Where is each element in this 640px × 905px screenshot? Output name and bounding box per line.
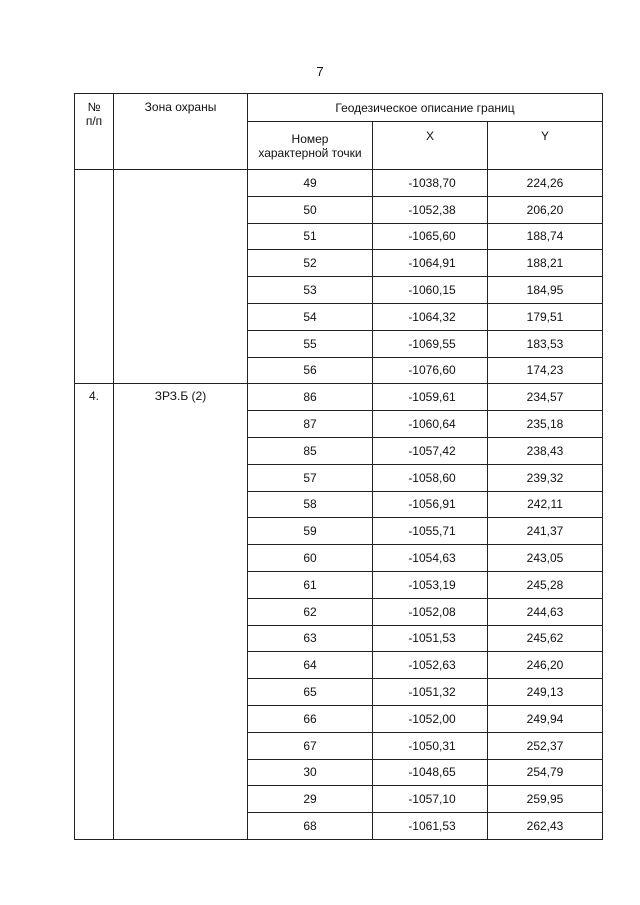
point-cell: 53 — [248, 277, 373, 304]
y-cell: 241,37 — [488, 518, 603, 545]
x-cell: -1052,38 — [373, 196, 488, 223]
point-cell: 87 — [248, 411, 373, 438]
y-cell: 246,20 — [488, 652, 603, 679]
y-cell: 174,23 — [488, 357, 603, 384]
header-x: X — [373, 122, 488, 170]
y-cell: 245,62 — [488, 625, 603, 652]
x-cell: -1052,08 — [373, 598, 488, 625]
point-cell: 63 — [248, 625, 373, 652]
y-cell: 242,11 — [488, 491, 603, 518]
point-cell: 52 — [248, 250, 373, 277]
y-cell: 243,05 — [488, 545, 603, 572]
x-cell: -1055,71 — [373, 518, 488, 545]
header-num: № п/п — [75, 94, 114, 170]
x-cell: -1057,10 — [373, 786, 488, 813]
x-cell: -1050,31 — [373, 732, 488, 759]
y-cell: 249,94 — [488, 705, 603, 732]
y-cell: 244,63 — [488, 598, 603, 625]
point-cell: 86 — [248, 384, 373, 411]
y-cell: 254,79 — [488, 759, 603, 786]
y-cell: 179,51 — [488, 303, 603, 330]
table-row — [75, 384, 603, 411]
x-cell: -1056,91 — [373, 491, 488, 518]
y-cell: 188,74 — [488, 223, 603, 250]
x-cell: -1058,60 — [373, 464, 488, 491]
y-cell: 224,26 — [488, 170, 603, 197]
group-zone-cell: ЗРЗ.Б (2) — [114, 384, 248, 840]
group-num-cell — [75, 170, 114, 384]
point-cell: 49 — [248, 170, 373, 197]
x-cell: -1060,15 — [373, 277, 488, 304]
header-y: Y — [488, 122, 603, 170]
point-cell: 30 — [248, 759, 373, 786]
header-point: Номер характерной точки — [248, 122, 373, 170]
point-cell: 65 — [248, 679, 373, 706]
x-cell: -1052,63 — [373, 652, 488, 679]
x-cell: -1054,63 — [373, 545, 488, 572]
x-cell: -1065,60 — [373, 223, 488, 250]
x-cell: -1052,00 — [373, 705, 488, 732]
y-cell: 259,95 — [488, 786, 603, 813]
y-cell: 239,32 — [488, 464, 603, 491]
y-cell: 252,37 — [488, 732, 603, 759]
point-cell: 68 — [248, 813, 373, 840]
point-cell: 50 — [248, 196, 373, 223]
y-cell: 184,95 — [488, 277, 603, 304]
point-cell: 60 — [248, 545, 373, 572]
y-cell: 238,43 — [488, 437, 603, 464]
point-cell: 54 — [248, 303, 373, 330]
y-cell: 188,21 — [488, 250, 603, 277]
x-cell: -1053,19 — [373, 571, 488, 598]
x-cell: -1059,61 — [373, 384, 488, 411]
x-cell: -1038,70 — [373, 170, 488, 197]
x-cell: -1051,53 — [373, 625, 488, 652]
point-cell: 66 — [248, 705, 373, 732]
x-cell: -1064,32 — [373, 303, 488, 330]
y-cell: 183,53 — [488, 330, 603, 357]
x-cell: -1051,32 — [373, 679, 488, 706]
point-cell: 67 — [248, 732, 373, 759]
y-cell: 245,28 — [488, 571, 603, 598]
y-cell: 235,18 — [488, 411, 603, 438]
group-num-cell: 4. — [75, 384, 114, 840]
geodetic-table — [74, 93, 603, 840]
x-cell: -1064,91 — [373, 250, 488, 277]
x-cell: -1061,53 — [373, 813, 488, 840]
point-cell: 51 — [248, 223, 373, 250]
point-cell: 62 — [248, 598, 373, 625]
x-cell: -1069,55 — [373, 330, 488, 357]
point-cell: 61 — [248, 571, 373, 598]
point-cell: 58 — [248, 491, 373, 518]
point-cell: 64 — [248, 652, 373, 679]
point-cell: 56 — [248, 357, 373, 384]
point-cell: 29 — [248, 786, 373, 813]
point-cell: 85 — [248, 437, 373, 464]
y-cell: 262,43 — [488, 813, 603, 840]
point-cell: 59 — [248, 518, 373, 545]
y-cell: 249,13 — [488, 679, 603, 706]
y-cell: 206,20 — [488, 196, 603, 223]
page-number: 7 — [316, 64, 324, 79]
group-zone-cell — [114, 170, 248, 384]
point-cell: 55 — [248, 330, 373, 357]
header-geodetic: Геодезическое описание границ — [248, 94, 603, 122]
x-cell: -1048,65 — [373, 759, 488, 786]
x-cell: -1076,60 — [373, 357, 488, 384]
x-cell: -1057,42 — [373, 437, 488, 464]
header-zone: Зона охраны — [114, 94, 248, 170]
y-cell: 234,57 — [488, 384, 603, 411]
x-cell: -1060,64 — [373, 411, 488, 438]
point-cell: 57 — [248, 464, 373, 491]
table-row — [75, 170, 603, 197]
table-body — [75, 170, 603, 840]
